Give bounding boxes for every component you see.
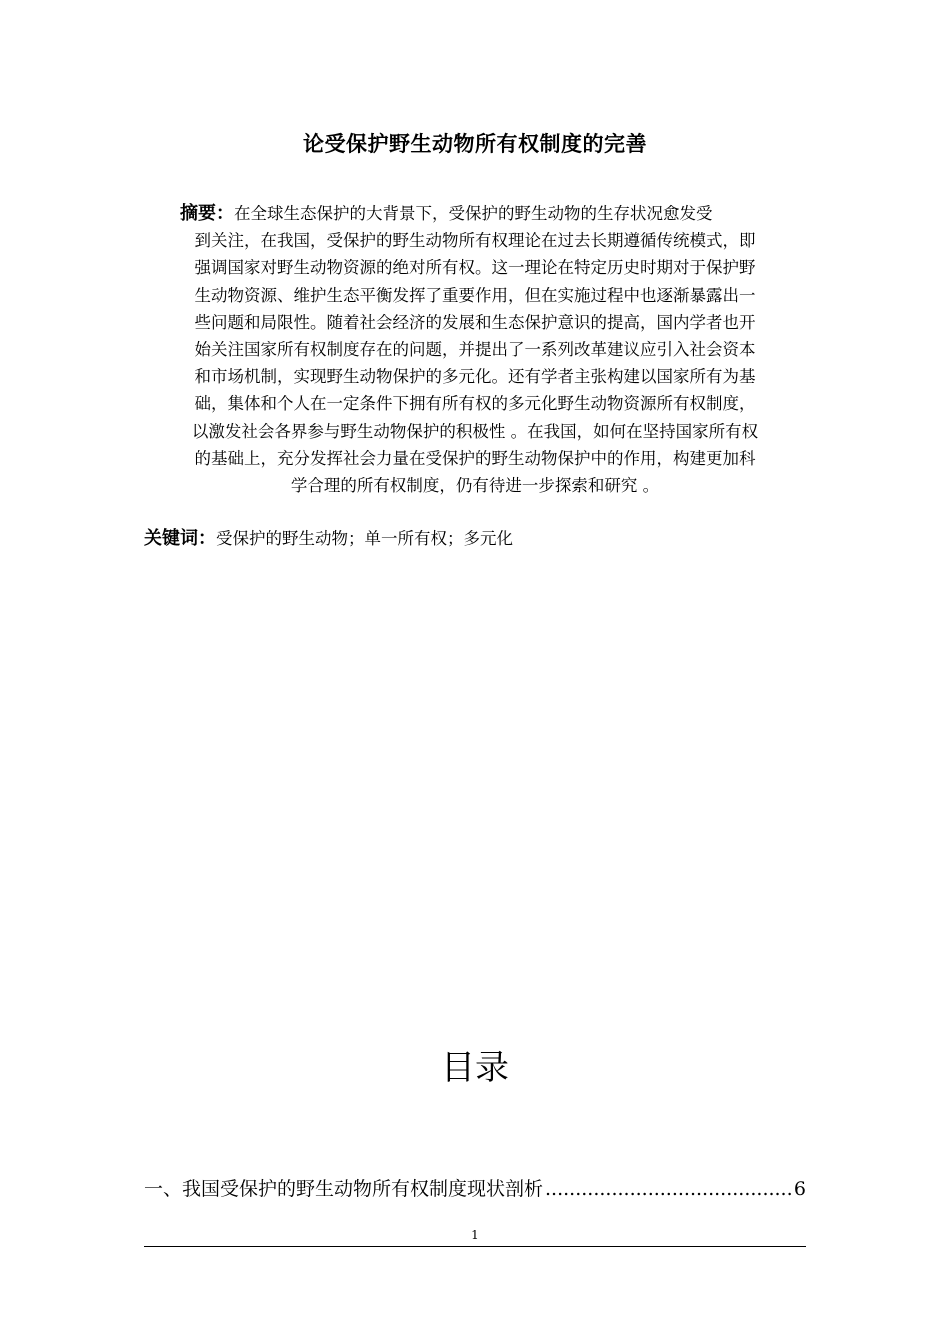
toc-entry-text: 一、我国受保护的野生动物所有权制度现状剖析 xyxy=(144,1178,544,1200)
abstract-line-5: 些问题和局限性。随着社会经济的发展和生态保护意识的提高，国内学者也开 xyxy=(194,312,756,332)
abstract-line-9: 以激发社会各界参与野生动物保护的积极性 。在我国，如何在坚持国家所有权 xyxy=(191,421,759,441)
toc-entry-page: 6 xyxy=(793,1178,806,1200)
keywords xyxy=(144,524,513,550)
abstract-line-11: 学合理的所有权制度，仍有待进一步探索和研究 。 xyxy=(290,476,660,496)
abstract-line-3: 强调国家对野生动物资源的绝对所有权。这一理论在特定历史时期对于保护野 xyxy=(194,258,756,278)
keywords-text: 受保护的野生动物；单一所有权；多元化 xyxy=(216,529,513,548)
abstract-line-1: 摘要：在全球生态保护的大背景下，受保护的野生动物的生存状况愈发受 xyxy=(180,203,713,224)
abstract-line-4: 生动物资源、维护生态平衡发挥了重要作用，但在实施过程中也逐渐暴露出一 xyxy=(194,285,756,305)
footer-divider xyxy=(144,1246,806,1247)
abstract-line-8: 础，集体和个人在一定条件下拥有所有权的多元化野生动物资源所有权制度， xyxy=(194,394,756,414)
abstract xyxy=(144,200,806,499)
toc-title: 目录 xyxy=(441,1048,509,1088)
abstract-line-7: 和市场机制，实现野生动物保护的多元化。还有学者主张构建以国家所有为基 xyxy=(194,367,756,387)
page-number: 1 xyxy=(471,1228,479,1242)
toc-entry-1[interactable] xyxy=(144,1174,806,1201)
abstract-line-2: 到关注，在我国，受保护的野生动物所有权理论在过去长期遵循传统模式，即 xyxy=(194,231,756,251)
toc-leader-dots xyxy=(545,1178,792,1200)
abstract-label: 摘要： xyxy=(180,203,234,224)
abstract-line-6: 始关注国家所有权制度存在的问题，并提出了一系列改革建议应引入社会资本 xyxy=(194,340,756,360)
keywords-label: 关键词： xyxy=(144,528,216,549)
document-title: 论受保护野生动物所有权制度的完善 xyxy=(303,132,647,156)
abstract-line-10: 的基础上，充分发挥社会力量在受保护的野生动物保护中的作用，构建更加科 xyxy=(194,448,756,468)
